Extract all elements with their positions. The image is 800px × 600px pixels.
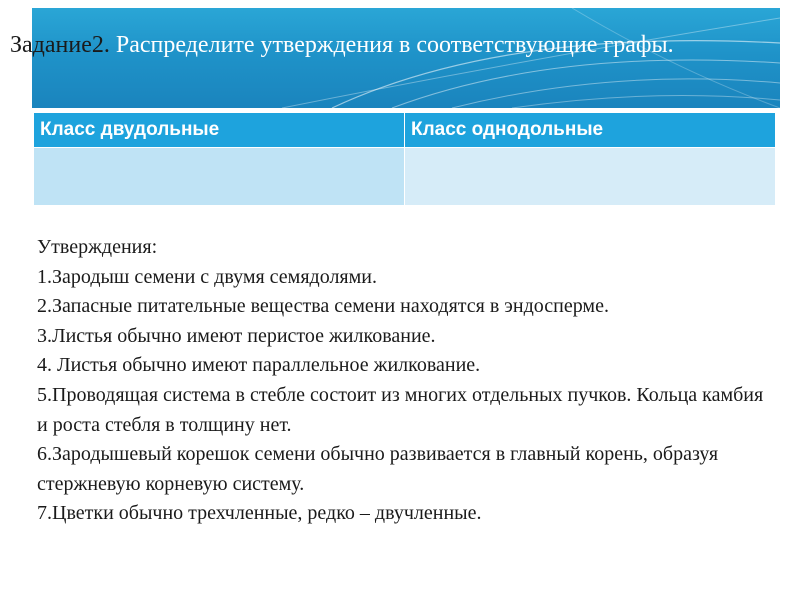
statement-item: 1.Зародыш семени с двумя семядолями. [37, 265, 377, 288]
column-header-dicots: Класс двудольные [34, 113, 405, 148]
statements-heading: Утверждения: [37, 236, 158, 258]
table-answer-row [34, 148, 776, 206]
statement-item: 4. Листья обычно имеют параллельное жилкование. [37, 354, 481, 377]
page-title [10, 30, 790, 60]
statement-item: 7.Цветки обычно трехчленные, редко – двучленные. [37, 502, 482, 525]
statement-item: 3.Листья обычно имеют перистое жилкование. [37, 324, 436, 347]
answer-cell-dicots[interactable] [34, 148, 405, 206]
statement-item: 6.Зародышевый корешок семени обычно развивается в главный корень, образуя стержневую корневую систему. [37, 443, 719, 495]
table-header-row [34, 113, 776, 148]
statements-list [37, 233, 777, 529]
task-number: Задание2. [10, 32, 110, 58]
statement-item: 2.Запасные питательные вещества семени находятся в эндосперме. [37, 295, 609, 318]
answer-cell-monocots[interactable] [405, 148, 776, 206]
task-instruction: Распределите утверждения в соответствующие графы. [109, 32, 674, 58]
statement-item: 5.Проводящая система в стебле состоит из многих отдельных пучков. Кольца камбия и роста стебля в толщину нет. [37, 383, 764, 436]
classification-table [33, 112, 776, 206]
column-header-monocots: Класс однодольные [405, 113, 776, 148]
